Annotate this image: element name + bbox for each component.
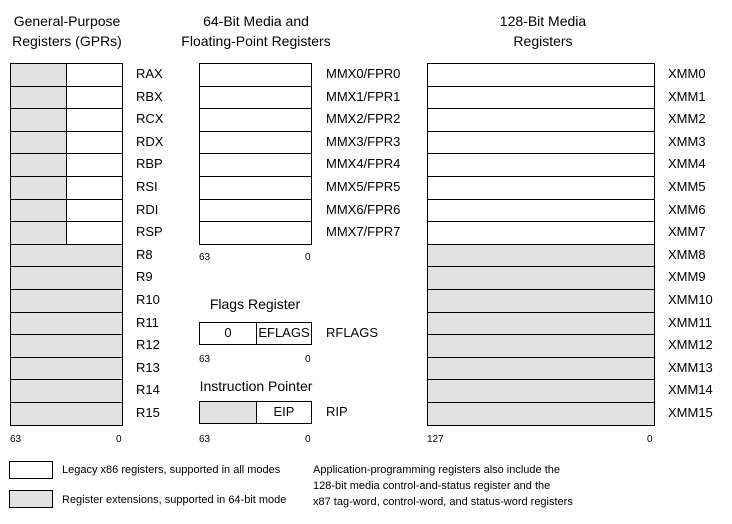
gpr-label-rdx: RDX (136, 133, 164, 149)
xmm-label-xmm3: XMM3 (668, 133, 706, 149)
xmm-register-xmm10 (427, 289, 655, 313)
mmx-label-mmx7-fpr7: MMX7/FPR7 (326, 224, 401, 240)
mmx-bit-0: 0 (305, 252, 311, 263)
gpr-register-r9 (10, 266, 123, 290)
flags-bit-0: 0 (305, 354, 311, 365)
mmx-label-mmx5-fpr5: MMX5/FPR5 (326, 179, 401, 194)
gpr-register-r11 (10, 312, 123, 336)
gpr-register-r13 (10, 357, 123, 381)
xmm-register-xmm12 (427, 334, 655, 358)
ip-bit-0: 0 (305, 434, 311, 445)
xmm-bit-127: 127 (427, 434, 444, 445)
gpr-bit-0: 0 (116, 434, 122, 445)
gpr-upper-half-rbx (10, 86, 67, 110)
xmm-label-xmm12: XMM12 (668, 337, 713, 353)
gpr-bit-63: 63 (10, 434, 22, 445)
gpr-label-rax: RAX (136, 66, 163, 81)
xmm-register-xmm3 (427, 131, 655, 155)
gpr-label-r9: R9 (136, 269, 153, 285)
mmx-register-mmx0-fpr0 (199, 63, 312, 87)
gpr-label-r12: R12 (136, 337, 160, 353)
xmm-register-xmm6 (427, 199, 655, 223)
rip-upper-field (199, 401, 257, 424)
mmx-label-mmx0-fpr0: MMX0/FPR0 (326, 66, 401, 81)
gpr-label-rbx: RBX (136, 88, 163, 104)
mmx-register-mmx2-fpr2 (199, 108, 312, 132)
xmm-label-xmm6: XMM6 (668, 201, 706, 217)
xmm-register-xmm13 (427, 357, 655, 381)
gpr-upper-half-rcx (10, 108, 67, 132)
gpr-register-r8 (10, 244, 123, 268)
legend-legacy-text: Legacy x86 registers, supported in all modes (62, 464, 281, 476)
gpr-label-r8: R8 (136, 246, 153, 262)
mmx-title: 64-Bit Media and Floating-Point Registers (181, 13, 331, 49)
xmm-bit-0: 0 (647, 434, 653, 445)
gpr-label-r15: R15 (136, 405, 160, 420)
legend-legacy-swatch (9, 461, 53, 479)
rflags-label: RFLAGS (326, 325, 379, 340)
mmx-label-mmx2-fpr2: MMX2/FPR2 (326, 111, 401, 127)
gpr-label-rsi: RSI (136, 179, 158, 194)
mmx-label-mmx3-fpr3: MMX3/FPR3 (326, 133, 401, 149)
gpr-register-r10 (10, 289, 123, 313)
gpr-label-r10: R10 (136, 292, 160, 307)
xmm-label-xmm10: XMM10 (668, 292, 713, 307)
xmm-label-xmm11: XMM11 (668, 314, 712, 330)
mmx-bit-63: 63 (199, 252, 211, 263)
xmm-label-xmm15: XMM15 (668, 405, 713, 420)
gpr-upper-half-rsp (10, 221, 67, 245)
gpr-label-r14: R14 (136, 382, 160, 398)
xmm-register-xmm8 (427, 244, 655, 268)
rflags-zero-value: 0 (224, 325, 232, 340)
gpr-upper-half-rax (10, 63, 67, 87)
gpr-label-rcx: RCX (136, 111, 164, 127)
xmm-label-xmm2: XMM2 (668, 111, 706, 127)
gpr-label-rbp: RBP (136, 156, 163, 172)
xmm-label-xmm0: XMM0 (668, 66, 706, 81)
mmx-register-mmx5-fpr5 (199, 176, 312, 200)
mmx-label-mmx6-fpr6: MMX6/FPR6 (326, 201, 401, 217)
xmm-label-xmm7: XMM7 (668, 224, 706, 240)
mmx-register-mmx7-fpr7 (199, 221, 312, 245)
gpr-upper-half-rsi (10, 176, 67, 200)
mmx-register-mmx4-fpr4 (199, 153, 312, 177)
mmx-register-mmx6-fpr6 (199, 199, 312, 223)
mmx-register-mmx1-fpr1 (199, 86, 312, 110)
legend-extension-swatch (9, 490, 53, 508)
gpr-label-r11: R11 (136, 314, 159, 330)
xmm-label-xmm1: XMM1 (668, 88, 706, 104)
xmm-register-xmm15 (427, 402, 655, 426)
eflags-field: EFLAGS (258, 325, 310, 340)
xmm-title: 128-Bit Media Registers (499, 13, 587, 49)
xmm-register-xmm0 (427, 63, 655, 87)
ip-bit-63: 63 (199, 434, 211, 445)
xmm-register-xmm2 (427, 108, 655, 132)
xmm-register-xmm9 (427, 266, 655, 290)
xmm-label-xmm4: XMM4 (668, 156, 706, 172)
xmm-label-xmm9: XMM9 (668, 269, 706, 285)
flags-bit-63: 63 (199, 354, 211, 365)
legend-note: Application-programming registers also include the 128-bit media control-and-status register and the x87 tag-word, control-word, and status-word registers (313, 464, 573, 508)
xmm-register-xmm7 (427, 221, 655, 245)
gpr-upper-half-rbp (10, 153, 67, 177)
xmm-label-xmm14: XMM14 (668, 382, 713, 398)
legend-extension-text: Register extensions, supported in 64-bit mode (62, 494, 287, 506)
ip-title: Instruction Pointer (199, 378, 313, 394)
eip-field: EIP (273, 404, 295, 419)
gpr-label-rsp: RSP (136, 224, 163, 240)
gpr-label-r13: R13 (136, 359, 160, 375)
mmx-label-mmx4-fpr4: MMX4/FPR4 (326, 156, 401, 172)
xmm-register-xmm14 (427, 379, 655, 403)
xmm-register-xmm4 (427, 153, 655, 177)
gpr-register-r14 (10, 379, 123, 403)
xmm-label-xmm8: XMM8 (668, 246, 706, 262)
xmm-label-xmm13: XMM13 (668, 359, 713, 375)
gpr-label-rdi: RDI (136, 201, 159, 217)
xmm-register-xmm11 (427, 312, 655, 336)
xmm-label-xmm5: XMM5 (668, 179, 706, 194)
gpr-register-r15 (10, 402, 123, 426)
flags-title: Flags Register (209, 296, 301, 312)
gpr-upper-half-rdi (10, 199, 67, 223)
xmm-register-xmm5 (427, 176, 655, 200)
gpr-upper-half-rdx (10, 131, 67, 155)
mmx-register-mmx3-fpr3 (199, 131, 312, 155)
xmm-register-xmm1 (427, 86, 655, 110)
mmx-label-mmx1-fpr1: MMX1/FPR1 (326, 88, 401, 104)
gpr-title: General-Purpose Registers (GPRs) (12, 13, 122, 49)
gpr-register-r12 (10, 334, 123, 358)
rip-label: RIP (326, 404, 348, 419)
